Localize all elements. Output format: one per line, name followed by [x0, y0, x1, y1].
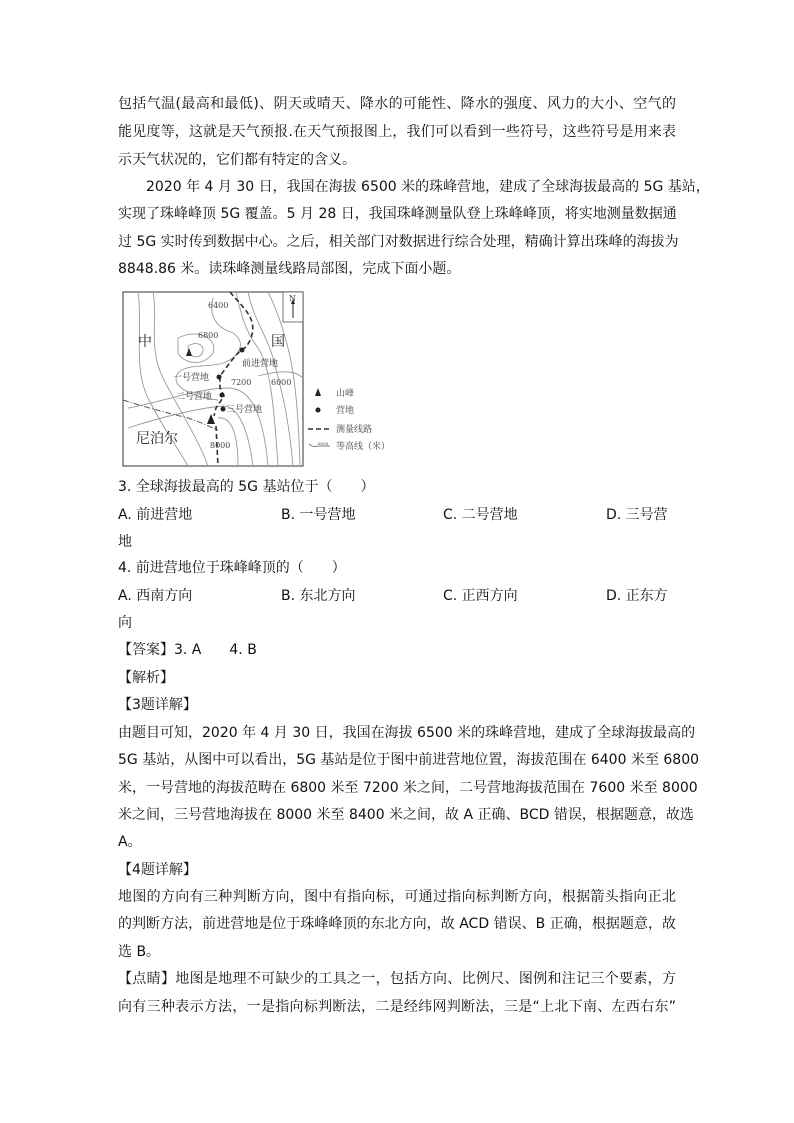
q3-option-a: A. 前进营地	[118, 507, 193, 523]
q3-detail-line: 米之间，三号营地海拔在 8000 米至 8400 米之间，故 A 正确、BCD 错误，根据题意，故选	[118, 807, 694, 823]
svg-text:6400: 6400	[208, 301, 229, 310]
svg-text:6000: 6000	[318, 441, 329, 446]
q3-option-wrap: 地	[118, 534, 132, 550]
q3-detail-line: 5G 基站，从图中可以看出，5G 基站是位于图中前进营地位置，海拔范围在 6400 米至 6800	[118, 752, 700, 768]
everest-route-map	[118, 288, 398, 470]
q4-option-a: A. 西南方向	[118, 588, 193, 604]
q4-detail-line: 选 B。	[118, 944, 161, 960]
q4-option-wrap: 向	[118, 615, 132, 631]
q3-detail-title: 【3题详解】	[118, 697, 197, 713]
analysis-title: 【解析】	[118, 670, 174, 686]
intro-line: 示天气状况的，它们都有特定的含义。	[118, 152, 356, 168]
q3-detail-line: 由题目可知，2020 年 4 月 30 日，我国在海拔 6500 米的珠峰营地，建成了全球海拔最高的	[118, 725, 696, 741]
intro-line: 2020 年 4 月 30 日，我国在海拔 6500 米的珠峰营地，建成了全球海拔最高的 5G 基站，	[118, 179, 710, 195]
question-4-stem: 4. 前进营地位于珠峰峰顶的（ ）	[118, 560, 346, 576]
q4-option-b: B. 东北方向	[281, 588, 356, 604]
intro-line: 包括气温(最高和最低)、阴天或晴天、降水的可能性、降水的强度、风力的大小、空气的	[118, 96, 676, 112]
q4-detail-line: 的判断方法，前进营地是位于珠峰峰顶的东北方向，故 ACD 错误、B 正确，根据题意，故	[118, 916, 676, 932]
svg-text:前进营地: 前进营地	[242, 359, 279, 369]
intro-line: 实现了珠峰峰顶 5G 覆盖。5 月 28 日，我国珠峰测量队登上珠峰峰顶，将实地测量数据通	[118, 206, 677, 222]
q4-detail-title: 【4题详解】	[118, 862, 197, 878]
tip-line: 向有三种表示方法，一是指向标判断法，二是经纬网判断法，三是“上北下南、左西右东”	[118, 999, 676, 1015]
q3-option-b: B. 一号营地	[281, 507, 356, 523]
svg-text:三号营地: 三号营地	[226, 405, 263, 415]
intro-line: 能见度等，这就是天气预报.在天气预报图上，我们可以看到一些符号，这些符号是用来表	[118, 124, 676, 140]
question-3-stem: 3. 全球海拔最高的 5G 基站位于（ ）	[118, 479, 375, 495]
q4-option-d: D. 正东方	[606, 588, 668, 604]
q3-option-c: C. 二号营地	[443, 507, 518, 523]
svg-text:山峰: 山峰	[336, 389, 355, 399]
svg-text:测量线路: 测量线路	[336, 425, 373, 435]
svg-text:6800: 6800	[198, 331, 219, 340]
svg-text:一号营地: 一号营地	[173, 373, 210, 383]
intro-line: 过 5G 实时传到数据中心。之后，相关部门对数据进行综合处理，精确计算出珠峰的海拔为	[118, 234, 679, 250]
svg-text:8000: 8000	[210, 441, 231, 450]
q3-detail-line: A。	[118, 834, 142, 850]
q4-option-c: C. 正西方向	[443, 588, 518, 604]
north-label: N	[289, 294, 296, 303]
svg-text:营地: 营地	[336, 406, 355, 416]
china-label: 国	[271, 334, 285, 350]
svg-text:等高线（米）: 等高线（米）	[336, 442, 391, 452]
svg-text:二号营地: 二号营地	[176, 392, 213, 402]
svg-text:7200: 7200	[231, 378, 252, 387]
q3-detail-line: 米，一号营地的海拔范畴在 6800 米至 7200 米之间，二号营地海拔范围在 7600 米至 8000	[118, 780, 698, 796]
answer-line: 【答案】3. A 4. B	[118, 642, 257, 658]
intro-line: 8848.86 米。读珠峰测量线路局部图，完成下面小题。	[118, 261, 461, 277]
tip-line: 【点睛】地图是地理不可缺少的工具之一，包括方向、比例尺、图例和注记三个要素，方	[118, 971, 676, 987]
map-legend	[308, 387, 390, 452]
q3-option-d: D. 三号营	[606, 507, 668, 523]
q4-detail-line: 地图的方向有三种判断方向，图中有指向标，可通过指向标判断方向，根据箭头指向正北	[118, 889, 676, 905]
svg-text:6000: 6000	[271, 378, 292, 387]
nepal-label: 尼泊尔	[136, 431, 178, 447]
china-label: 中	[138, 334, 152, 350]
